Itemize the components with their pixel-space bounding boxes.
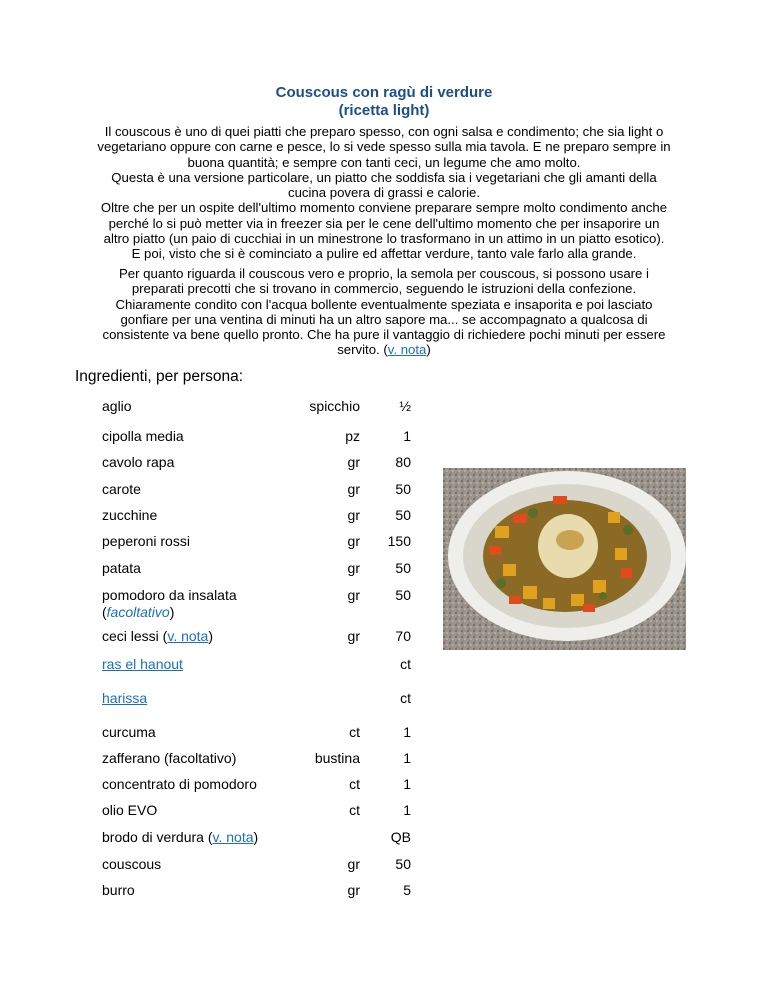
ingredient-link[interactable]: v. nota xyxy=(212,829,254,845)
text: servito. ( xyxy=(337,342,388,358)
ingredient-name-text: zucchine xyxy=(102,507,158,523)
intro-line: Per quanto riguarda il couscous vero e proprio, la semola per couscous, si possono usare i xyxy=(119,266,649,281)
ingredient-qty: 150 xyxy=(387,533,411,549)
intro-line: preparati precotti che si trovano in commercio, seguendo le istruzioni della confezione. xyxy=(131,281,637,297)
ingredient-qty: QB xyxy=(390,829,411,845)
ingredient-qty: ct xyxy=(400,690,411,706)
ingredient-name-text: aglio xyxy=(102,398,132,414)
intro-line: Chiaramente condito con l'acqua bollente eventualmente speziata e insaporita e poi lasciato xyxy=(115,296,653,312)
ingredient-name xyxy=(102,533,282,550)
ingredient-qty: 50 xyxy=(395,560,411,576)
ingredient-name-text: burro xyxy=(102,882,135,898)
intro-line: Oltre che per un ospite dell'ultimo momento conviene preparare sempre molto condimento anche xyxy=(100,200,668,216)
ingredient-qty: 1 xyxy=(403,724,411,740)
ingredient-qty: 50 xyxy=(395,587,411,603)
ingredient-name-suffix: ) xyxy=(253,829,259,845)
ingredient-unit: ct xyxy=(349,724,360,740)
ingredient-name-text: couscous xyxy=(102,856,162,872)
recipe-title xyxy=(0,84,768,120)
ingredient-unit: gr xyxy=(347,481,360,497)
ingredient-unit: bustina xyxy=(314,750,360,766)
ingredient-qty: 5 xyxy=(403,882,411,898)
intro-line: consistente va bene quello pronto. Che ha pure il vantaggio di richiedere pochi minuti per essere xyxy=(102,327,666,343)
intro-line: perché lo si può metter via in freezer sia per le cene dell'ultimo momento che per insaporire un xyxy=(108,215,660,231)
intro-line: cucina povera di grassi e calorie. xyxy=(287,185,481,201)
ingredient-name-text: zafferano (facoltativo) xyxy=(102,750,237,766)
ingredient-unit: ct xyxy=(349,776,360,792)
ingredient-name xyxy=(102,398,282,415)
ingredient-name-text: patata xyxy=(102,560,141,576)
ingredient-qty: 1 xyxy=(403,802,411,818)
ingredient-qty: 50 xyxy=(395,856,411,872)
ingredient-name-text: pomodoro da insalata xyxy=(102,587,237,603)
ingredient-name-text: cavolo rapa xyxy=(102,454,175,470)
ingredient-name xyxy=(102,656,282,673)
dish-photo xyxy=(443,468,686,650)
ingredient-name xyxy=(102,776,282,793)
ingredient-link[interactable]: harissa xyxy=(102,690,148,706)
ingredient-name xyxy=(102,587,282,620)
ingredient-name-text: concentrato di pomodoro xyxy=(102,776,257,792)
ingredient-name xyxy=(102,724,282,741)
ingredient-name-text: curcuma xyxy=(102,724,156,740)
title-line-2: (ricetta light) xyxy=(338,102,430,119)
intro-line: buona quantità; e sempre con tanti ceci, un legume che amo molto. xyxy=(187,154,581,170)
ingredient-name xyxy=(102,560,282,577)
ingredient-note: facoltativo xyxy=(106,603,170,620)
paren: ) xyxy=(169,603,175,620)
ingredient-name-text: olio EVO xyxy=(102,802,158,818)
ingredient-name-text: brodo di verdura ( xyxy=(102,829,213,845)
nota-link[interactable]: v. nota xyxy=(387,342,427,358)
ingredient-name xyxy=(102,802,282,819)
ingredient-unit: gr xyxy=(347,560,360,576)
ingredient-unit: ct xyxy=(349,802,360,818)
ingredient-name xyxy=(102,454,282,471)
ingredient-name xyxy=(102,507,282,524)
ingredient-unit: gr xyxy=(347,856,360,872)
ingredient-unit: gr xyxy=(347,507,360,523)
ingredient-name xyxy=(102,882,282,899)
ingredient-qty: ct xyxy=(400,656,411,672)
ingredient-qty: 70 xyxy=(395,628,411,644)
ingredient-unit: gr xyxy=(347,454,360,470)
ingredient-qty: ½ xyxy=(399,398,411,414)
intro-line: gonfiare per una ventina di minuti ha un altro sapore ma... se accompagnato a qualcosa di xyxy=(120,311,648,327)
ingredient-name xyxy=(102,750,282,767)
intro-line: E poi, visto che si è cominciato a pulire ed affettar verdure, tanto vale farlo alla grande. xyxy=(131,246,637,262)
intro-paragraph-2 xyxy=(70,266,698,358)
intro-line: Questa è una versione particolare, un piatto che soddisfa sia i vegetariani che gli amanti della xyxy=(111,169,657,185)
ingredient-unit: gr xyxy=(347,882,360,898)
ingredient-qty: 1 xyxy=(403,776,411,792)
intro-paragraph-1 xyxy=(70,124,698,262)
ingredient-unit: spicchio xyxy=(309,398,360,414)
ingredient-unit: pz xyxy=(345,428,360,444)
ingredient-qty: 1 xyxy=(403,750,411,766)
text: ) xyxy=(426,342,431,358)
ingredient-name xyxy=(102,428,282,445)
ingredient-name-suffix: ) xyxy=(208,628,214,644)
intro-line: vegetariano oppure con carne e pesce, lo si vede spesso sulla mia tavola. E ne preparo sempre in xyxy=(97,139,671,155)
intro-line: Il couscous è uno di quei piatti che preparo spesso, con ogni salsa e condimento; che sia light o xyxy=(104,124,664,139)
ingredient-link[interactable]: ras el hanout xyxy=(102,656,183,672)
intro-line-last xyxy=(70,342,698,357)
ingredient-name-text: ceci lessi ( xyxy=(102,628,168,644)
ingredient-name xyxy=(102,690,282,707)
ingredient-qty: 50 xyxy=(395,507,411,523)
ingredient-qty: 80 xyxy=(395,454,411,470)
ingredient-qty: 50 xyxy=(395,481,411,497)
ingredient-unit: gr xyxy=(347,533,360,549)
title-line-1: Couscous con ragù di verdure xyxy=(275,84,493,101)
ingredient-name xyxy=(102,481,282,498)
ingredient-qty: 1 xyxy=(403,428,411,444)
ingredient-unit: gr xyxy=(347,628,360,644)
ingredients-heading: Ingredienti, per persona: xyxy=(75,368,244,385)
ingredient-name xyxy=(102,628,282,645)
ingredient-name-text: carote xyxy=(102,481,141,497)
ingredient-unit: gr xyxy=(347,587,360,603)
ingredient-name-text: peperoni rossi xyxy=(102,533,190,549)
ingredient-name xyxy=(102,856,282,873)
paren: ( xyxy=(102,603,107,620)
intro-line: altro piatto (un paio di cucchiai in un minestrone lo trasformano in un attimo in un piatto esotico). xyxy=(103,231,665,247)
ingredient-name-text: cipolla media xyxy=(102,428,184,444)
ingredient-link[interactable]: v. nota xyxy=(167,628,209,644)
ingredient-name xyxy=(102,829,282,846)
